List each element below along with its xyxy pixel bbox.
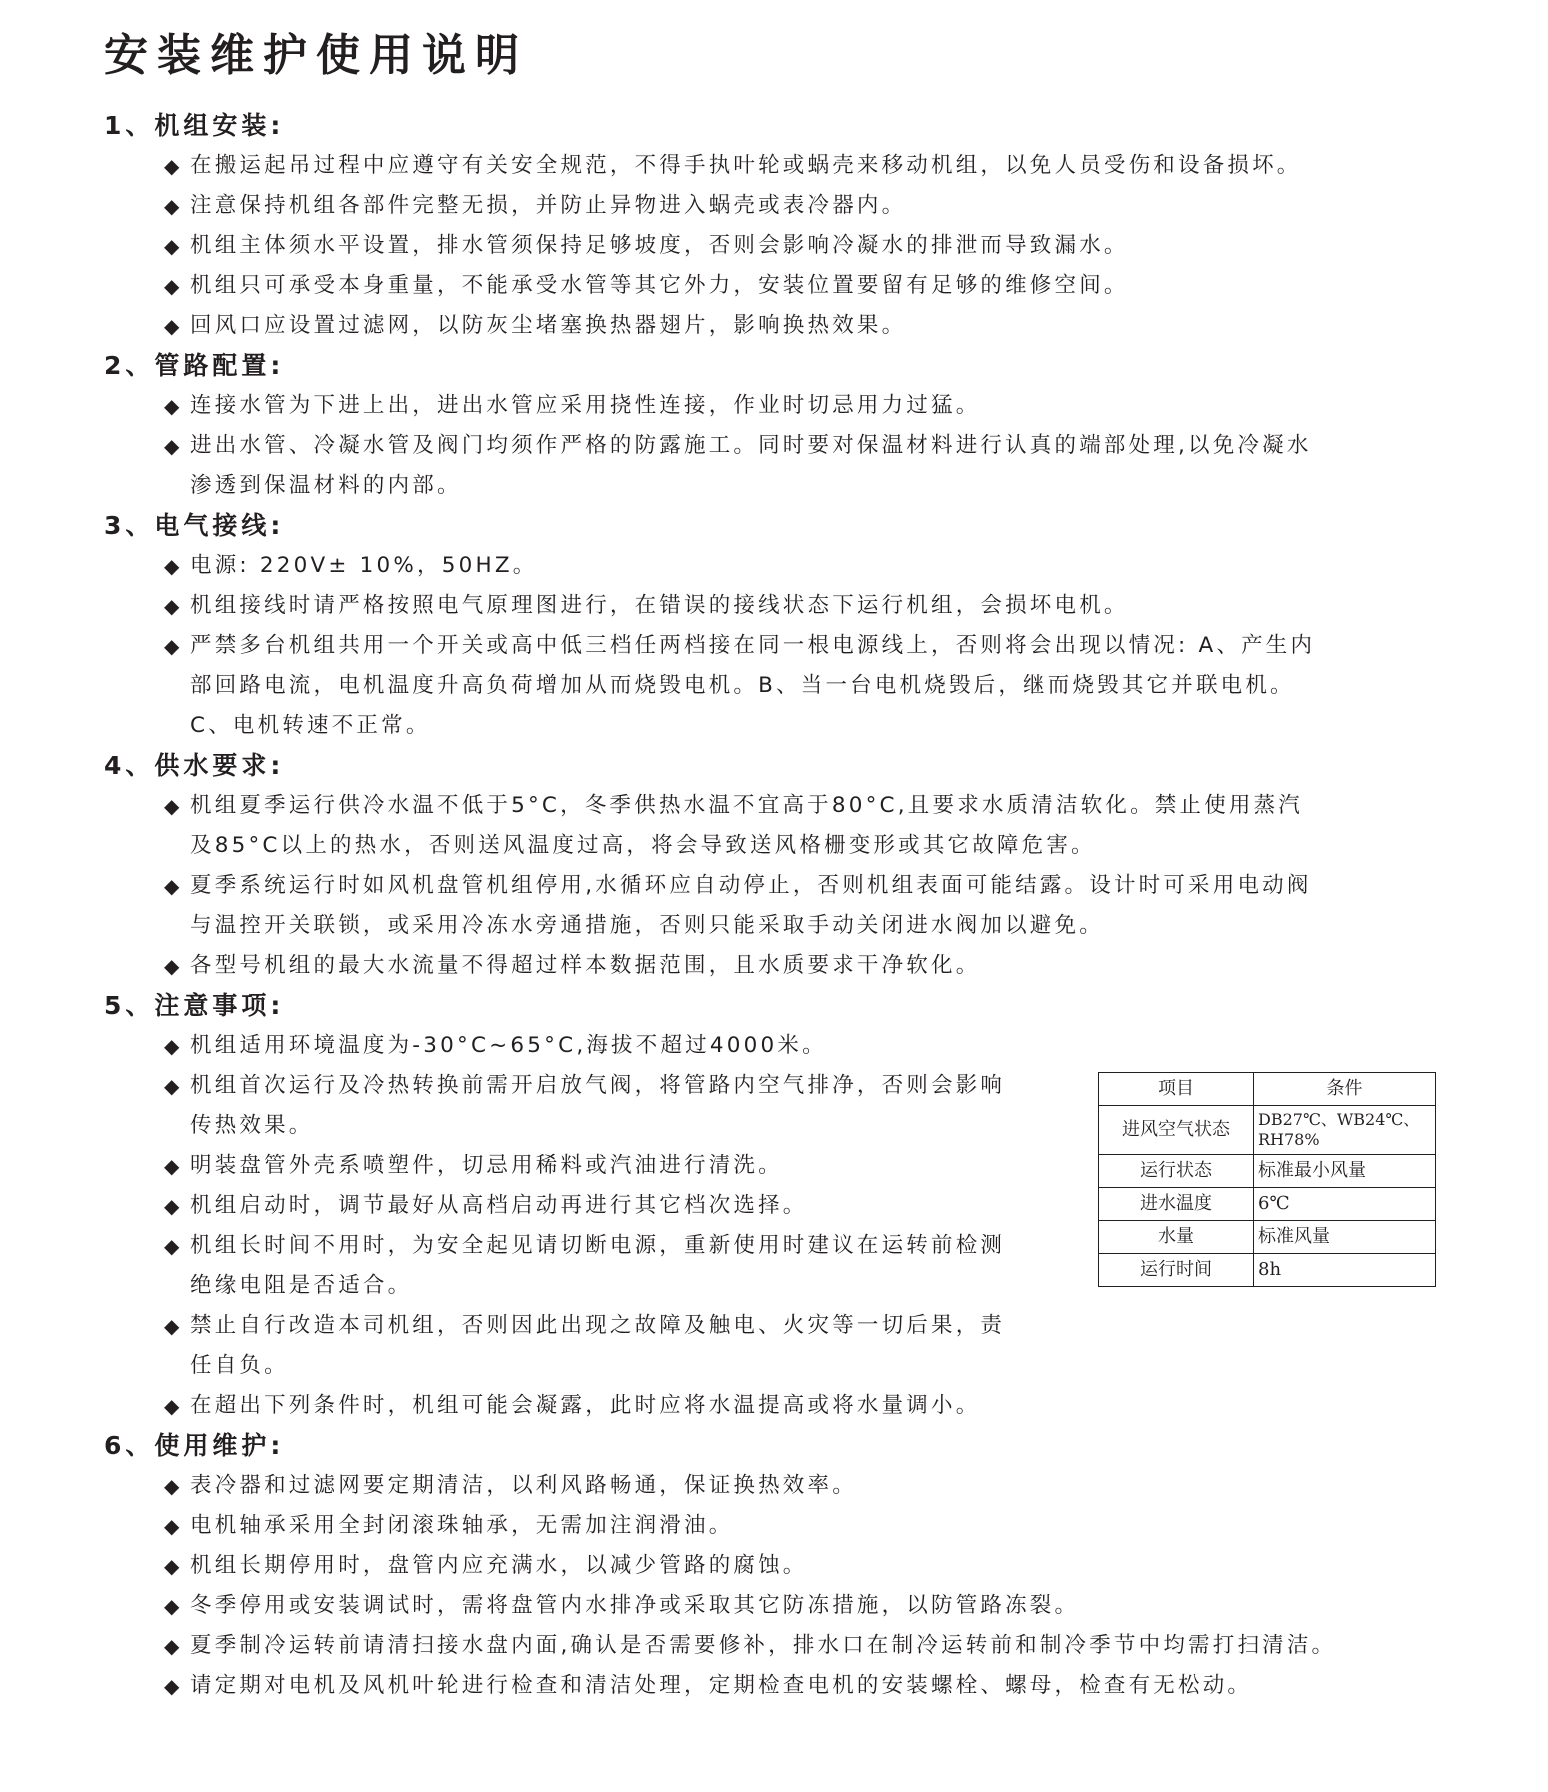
table-header-cell: 项目: [1099, 1073, 1254, 1106]
diamond-bullet-icon: ◆: [164, 1154, 183, 1178]
item-text: 各型号机组的最大水流量不得超过样本数据范围，且水质要求干净软化。: [190, 953, 981, 978]
diamond-bullet-icon: ◆: [164, 634, 183, 658]
section-wiring: [104, 506, 1434, 746]
item-text: 机组夏季运行供冷水温不低于5°C，冬季供热水温不宜高于80°C,且要求水质清洁软化。禁止使用蒸汽: [190, 793, 1303, 818]
list-item: [104, 146, 1434, 186]
section-piping: [104, 346, 1434, 506]
table-row: [1099, 1221, 1436, 1254]
item-text: 机组首次运行及冷热转换前需开启放气阀，将管路内空气排净，否则会影响: [190, 1073, 1006, 1098]
list-item: [104, 546, 1434, 586]
section-heading: 1、机组安装:: [104, 111, 285, 140]
table-row: [1099, 1106, 1436, 1155]
item-text: 机组主体须水平设置，排水管须保持足够坡度，否则会影响冷凝水的排泄而导致漏水。: [190, 233, 1129, 258]
table-cell: 标准风量: [1254, 1221, 1436, 1254]
item-text: 机组只可承受本身重量，不能承受水管等其它外力，安装位置要留有足够的维修空间。: [190, 273, 1129, 298]
diamond-bullet-icon: ◆: [164, 1554, 183, 1578]
table-cell: 8h: [1254, 1254, 1436, 1287]
list-item: [104, 1666, 1434, 1706]
list-item: [104, 186, 1434, 226]
diamond-bullet-icon: ◆: [164, 554, 183, 578]
diamond-bullet-icon: ◆: [164, 1234, 183, 1258]
table-cell: 标准最小风量: [1254, 1155, 1436, 1188]
item-text: 机组接线时请严格按照电气原理图进行，在错误的接线状态下运行机组，会损坏电机。: [190, 593, 1129, 618]
diamond-bullet-icon: ◆: [164, 1074, 183, 1098]
page-title: 安装维护使用说明: [104, 30, 528, 81]
section-maintenance: [104, 1426, 1434, 1706]
item-text: 表冷器和过滤网要定期清洁，以利风路畅通，保证换热效率。: [190, 1473, 857, 1498]
item-text: 机组启动时，调节最好从高档启动再进行其它档次选择。: [190, 1193, 808, 1218]
diamond-bullet-icon: ◆: [164, 954, 183, 978]
list-item: [104, 386, 1434, 426]
table-header-cell: 条件: [1254, 1073, 1436, 1106]
section-installation: [104, 106, 1434, 346]
item-text: 冬季停用或安装调试时，需将盘管内水排净或采取其它防冻措施，以防管路冻裂。: [190, 1593, 1080, 1618]
conditions-table: [1098, 1072, 1436, 1287]
item-text: 禁止自行改造本司机组，否则因此出现之故障及触电、火灾等一切后果，责: [190, 1313, 1006, 1338]
item-text: 与温控开关联锁，或采用冷冻水旁通措施，否则只能采取手动关闭进水阀加以避免。: [190, 913, 1104, 938]
table-cell: 运行状态: [1099, 1155, 1254, 1188]
item-text: 夏季系统运行时如风机盘管机组停用,水循环应自动停止，否则机组表面可能结露。设计时可采用电动阀: [190, 873, 1312, 898]
item-text: 绝缘电阻是否适合。: [190, 1273, 413, 1298]
item-text: 严禁多台机组共用一个开关或高中低三档任两档接在同一根电源线上，否则将会出现以情况: A、产生内: [190, 633, 1316, 658]
list-item: [104, 1626, 1434, 1666]
list-item: [104, 866, 1434, 946]
item-text: 电机轴承采用全封闭滚珠轴承，无需加注润滑油。: [190, 1513, 734, 1538]
item-text: 及85°C以上的热水，否则送风温度过高，将会导致送风格栅变形或其它故障危害。: [190, 833, 1096, 858]
section-heading: 3、电气接线:: [104, 511, 285, 540]
diamond-bullet-icon: ◆: [164, 1314, 183, 1338]
diamond-bullet-icon: ◆: [164, 1674, 183, 1698]
table-row: [1099, 1254, 1436, 1287]
table-header-row: [1099, 1073, 1436, 1106]
item-text: 电源: 220V± 10%，50HZ。: [190, 553, 538, 578]
diamond-bullet-icon: ◆: [164, 314, 183, 338]
item-text: 在超出下列条件时，机组可能会凝露，此时应将水温提高或将水量调小。: [190, 1393, 981, 1418]
item-text: 机组长期停用时，盘管内应充满水，以减少管路的腐蚀。: [190, 1553, 808, 1578]
list-item: [104, 426, 1434, 506]
item-text: C、电机转速不正常。: [190, 713, 431, 738]
section-heading: 4、供水要求:: [104, 751, 285, 780]
list-item: [104, 586, 1434, 626]
list-item: [104, 226, 1434, 266]
list-item: [104, 1466, 1434, 1506]
item-text: 渗透到保温材料的内部。: [190, 473, 462, 498]
diamond-bullet-icon: ◆: [164, 1394, 183, 1418]
diamond-bullet-icon: ◆: [164, 1594, 183, 1618]
diamond-bullet-icon: ◆: [164, 594, 183, 618]
diamond-bullet-icon: ◆: [164, 874, 183, 898]
list-item: [104, 1546, 1434, 1586]
list-item: [104, 1306, 1434, 1386]
section-heading: 2、管路配置:: [104, 351, 285, 380]
table-cell: 进风空气状态: [1099, 1106, 1254, 1155]
item-text: 夏季制冷运转前请清扫接水盘内面,确认是否需要修补，排水口在制冷运转前和制冷季节中均需打扫清洁。: [190, 1633, 1337, 1658]
section-heading: 5、注意事项:: [104, 991, 285, 1020]
item-text: 回风口应设置过滤网，以防灰尘堵塞换热器翅片，影响换热效果。: [190, 313, 907, 338]
table-cell: 进水温度: [1099, 1188, 1254, 1221]
item-text: 在搬运起吊过程中应遵守有关安全规范，不得手执叶轮或蜗壳来移动机组，以免人员受伤和设备损坏。: [190, 153, 1302, 178]
diamond-bullet-icon: ◆: [164, 1034, 183, 1058]
list-item: [104, 1386, 1434, 1426]
diamond-bullet-icon: ◆: [164, 1634, 183, 1658]
table-row: [1099, 1188, 1436, 1221]
list-item: [104, 786, 1434, 866]
item-text: 机组适用环境温度为-30°C~65°C,海拔不超过4000米。: [190, 1033, 827, 1058]
table-cell: 运行时间: [1099, 1254, 1254, 1287]
section-heading: 6、使用维护:: [104, 1431, 285, 1460]
diamond-bullet-icon: ◆: [164, 1194, 183, 1218]
item-text: 注意保持机组各部件完整无损，并防止异物进入蜗壳或表冷器内。: [190, 193, 907, 218]
item-text: 请定期对电机及风机叶轮进行检查和清洁处理，定期检查电机的安装螺栓、螺母，检查有无松动。: [190, 1673, 1253, 1698]
item-text: 部回路电流，电机温度升高负荷增加从而烧毁电机。B、当一台电机烧毁后，继而烧毁其它并联电机。: [190, 673, 1295, 698]
list-item: [104, 266, 1434, 306]
section-water-supply: [104, 746, 1434, 986]
list-item: [104, 306, 1434, 346]
list-item: [104, 1506, 1434, 1546]
diamond-bullet-icon: ◆: [164, 1514, 183, 1538]
diamond-bullet-icon: ◆: [164, 1474, 183, 1498]
list-item: [104, 1586, 1434, 1626]
item-text: 连接水管为下进上出，进出水管应采用挠性连接，作业时切忌用力过猛。: [190, 393, 981, 418]
item-text: 任自负。: [190, 1353, 289, 1378]
diamond-bullet-icon: ◆: [164, 434, 183, 458]
instructions-content: [104, 106, 1434, 1706]
table-cell: 6℃: [1254, 1188, 1436, 1221]
diamond-bullet-icon: ◆: [164, 154, 183, 178]
diamond-bullet-icon: ◆: [164, 274, 183, 298]
diamond-bullet-icon: ◆: [164, 194, 183, 218]
diamond-bullet-icon: ◆: [164, 394, 183, 418]
diamond-bullet-icon: ◆: [164, 794, 183, 818]
list-item: [104, 626, 1434, 746]
table-row: [1099, 1155, 1436, 1188]
item-text: 明装盘管外壳系喷塑件，切忌用稀料或汽油进行清洗。: [190, 1153, 783, 1178]
table-cell: DB27℃、WB24℃、RH78%: [1254, 1106, 1436, 1155]
list-item: [104, 946, 1434, 986]
diamond-bullet-icon: ◆: [164, 234, 183, 258]
table-cell: 水量: [1099, 1221, 1254, 1254]
item-text: 传热效果。: [190, 1113, 314, 1138]
item-text: 机组长时间不用时，为安全起见请切断电源，重新使用时建议在运转前检测: [190, 1233, 1006, 1258]
item-text: 进出水管、冷凝水管及阀门均须作严格的防露施工。同时要对保温材料进行认真的端部处理,以免冷凝水: [190, 433, 1312, 458]
list-item: [104, 1026, 1434, 1066]
